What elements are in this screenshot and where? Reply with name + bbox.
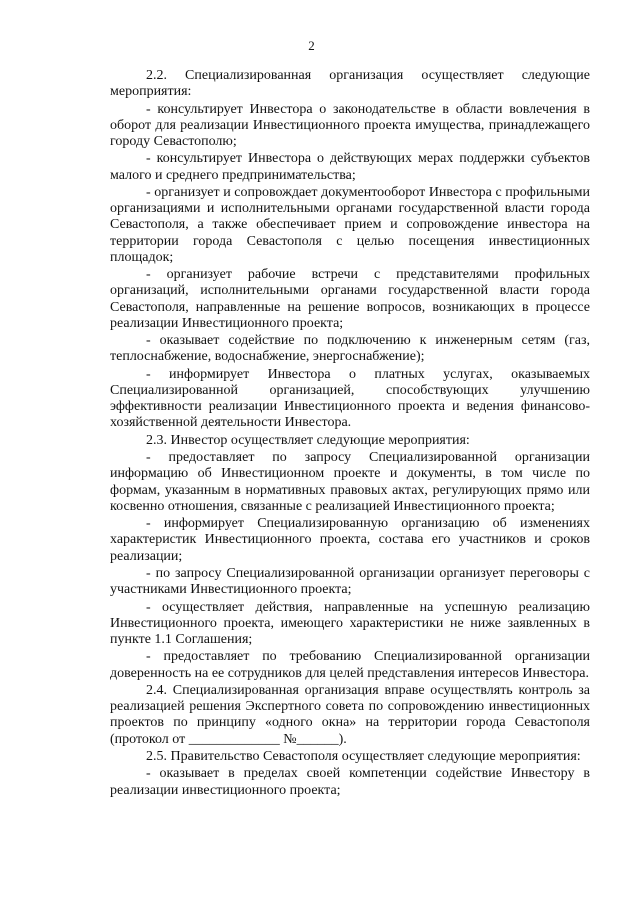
paragraph-informs-changes: - информирует Специализированную организацию об изменениях характеристик Инвестиционного проекта, состава его участников и сроков реализации; [110,516,590,564]
paragraph-engineering-networks: - оказывает содействие по подключению к инженерным сетям (газ, теплоснабжение, водоснабжение, энергоснабжение); [110,333,590,365]
paragraph-2-4-control: 2.4. Специализированная организация вправе осуществлять контроль за реализацией решения Экспертного совета по сопровождению инвестиционных проектов по принципу «одного окна» на территории города Севастополя (протокол от _____________ №______). [110,682,590,747]
paragraph-organizes-negotiations: - по запросу Специализированной организации организует переговоры с участниками Инвестиционного проекта; [110,565,590,598]
paragraph-paid-services: - информирует Инвестора о платных услугах, оказываемых Специализированной организацией, способствующих улучшению эффективности реализации Инвестиционного проекта и ведения финансово-хозяйственной деятельности Инвестора. [110,366,590,431]
paragraph-implementation-actions: - осуществляет действия, направленные на успешную реализацию Инвестиционного проекта, имеющего характеристики не ниже заявленных в пункте 1.1 Соглашения; [110,599,590,647]
paragraph-power-of-attorney: - предоставляет по требованию Специализированной организации доверенность на ее сотрудников для целей представления интересов Инвестора. [110,649,590,681]
paragraph-working-meetings: - организует рабочие встречи с представителями профильных организаций, исполнительными органами государственной власти города Севастополя, направленные на решение вопросов, возникающих в процессе реализации Инвестиционного проекта; [110,267,590,331]
paragraph-document-flow: - организует и сопровождает документооборот Инвестора с профильными организациями и исполнительными органами государственной власти города Севастополя, а также обеспечивает прием и сопровождение инвестора на территории города Севастополя с целью посещения инвестиционных площадок; [110,184,590,265]
paragraph-provides-information: - предоставляет по запросу Специализированной организации информацию об Инвестиционном проекте и документы, в том числе по формам, указанным в нормативных правовых актах, регулирующих прямо или косвенно отношения, связанные с реализацией Инвестиционного проекта; [110,450,590,514]
paragraph-2-2-heading: 2.2. Специализированная организация осуществляет следующие мероприятия: [110,68,590,100]
page-number: 2 [308,38,315,53]
paragraph-2-5-heading: 2.5. Правительство Севастополя осуществляет следующие мероприятия: [146,748,581,764]
document-body [110,68,590,800]
paragraph-consults-support: - консультирует Инвестора о действующих мерах поддержки субъектов малого и среднего предпринимательства; [110,151,590,183]
paragraph-2-3-heading: 2.3. Инвестор осуществляет следующие мероприятия: [146,432,470,448]
paragraph-consults-legislation: - консультирует Инвестора о законодательстве в области вовлечения в оборот для реализации Инвестиционного проекта имущества, принадлежащего городу Севастополю; [110,101,590,149]
paragraph-assistance: - оказывает в пределах своей компетенции содействие Инвестору в реализации инвестиционного проекта; [110,766,590,798]
